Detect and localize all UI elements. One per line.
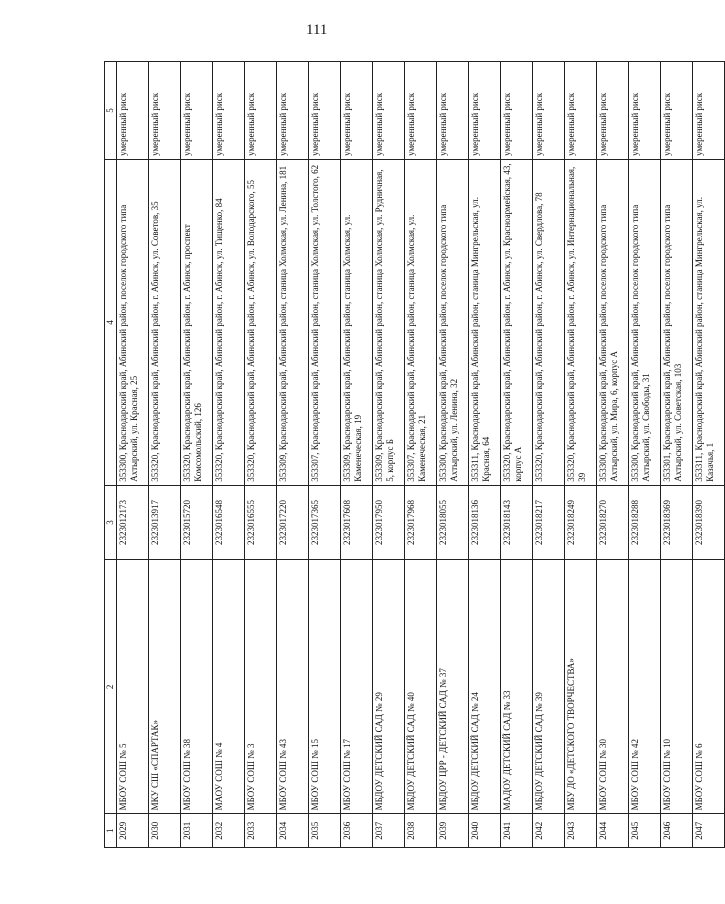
organization-name: МБОУ СОШ № 3 [245, 560, 277, 814]
organization-name: МБУ ДО «ДЕТСКОГО ТВОРЧЕСТВА» [565, 560, 597, 814]
address: 353307, Краснодарский край, Абинский район, станица Холмская, ул. Каменеческая, 21 [405, 159, 437, 485]
address: 353320, Краснодарский край, Абинский район, г. Абинск, ул. Интернациональная, 39 [565, 159, 597, 485]
organization-name: МАОУ СОШ № 4 [213, 560, 245, 814]
row-number: 2043 [565, 814, 597, 848]
inn-code: 2323017365 [309, 485, 341, 560]
address: 353311, Краснодарский край, Абинский район, станица Мингрельская, ул. Красная, 64 [469, 159, 501, 485]
registry-table [104, 61, 725, 848]
organization-name: МБОУ СОШ № 17 [341, 560, 373, 814]
inn-code: 2323018143 [501, 485, 533, 560]
risk-category: умеренный риск [469, 62, 501, 160]
risk-category: умеренный риск [117, 62, 149, 160]
risk-category: умеренный риск [213, 62, 245, 160]
organization-name: МБДОУ ЦРР - ДЕТСКИЙ САД № 37 [437, 560, 469, 814]
table-row [693, 62, 725, 848]
risk-category: умеренный риск [341, 62, 373, 160]
address: 353320, Краснодарский край, Абинский район, г. Абинск, ул. Володарского, 55 [245, 159, 277, 485]
row-number: 2031 [181, 814, 213, 848]
organization-name: МАДОУ ДЕТСКИЙ САД № 33 [501, 560, 533, 814]
row-number: 2029 [117, 814, 149, 848]
risk-category: умеренный риск [693, 62, 725, 160]
address: 353309, Краснодарский край, Абинский район, станица Холмская, ул. Каменеческая, 19 [341, 159, 373, 485]
header-col-1: 1 [105, 814, 117, 848]
address: 353309, Краснодарский край, Абинский район, станица Холмская, ул. Ленина, 181 [277, 159, 309, 485]
address: 353320, Краснодарский край, Абинский район, г. Абинск, ул. Советов, 35 [149, 159, 181, 485]
organization-name: МБДОУ ДЕТСКИЙ САД № 40 [405, 560, 437, 814]
row-number: 2041 [501, 814, 533, 848]
address: 353320, Краснодарский край, Абинский район, г. Абинск, ул. Красноармейская, 43, корпус А [501, 159, 533, 485]
table-row [309, 62, 341, 848]
risk-category: умеренный риск [405, 62, 437, 160]
inn-code: 2323018390 [693, 485, 725, 560]
inn-code: 2323015720 [181, 485, 213, 560]
organization-name: МБОУ СОШ № 43 [277, 560, 309, 814]
table-row [469, 62, 501, 848]
inn-code: 2323017608 [341, 485, 373, 560]
address: 353301, Краснодарский край, Абинский район, поселок городского типа Ахтырский, ул. Советская, 103 [661, 159, 693, 485]
row-number: 2033 [245, 814, 277, 848]
table-row [405, 62, 437, 848]
inn-code: 2323018369 [661, 485, 693, 560]
header-col-2: 2 [105, 560, 117, 814]
organization-name: МБОУ СОШ № 10 [661, 560, 693, 814]
inn-code: 2323017950 [373, 485, 405, 560]
address: 353320, Краснодарский край, Абинский район, г. Абинск, ул. Тищенко, 84 [213, 159, 245, 485]
row-number: 2044 [597, 814, 629, 848]
table-row [565, 62, 597, 848]
inn-code: 2323018136 [469, 485, 501, 560]
inn-code: 2323016548 [213, 485, 245, 560]
row-number: 2035 [309, 814, 341, 848]
inn-code: 2323018249 [565, 485, 597, 560]
row-number: 2046 [661, 814, 693, 848]
organization-name: МБДОУ ДЕТСКИЙ САД № 39 [533, 560, 565, 814]
page-number: 111 [306, 22, 328, 38]
address: 353300, Краснодарский край, Абинский район, поселок городского типа Ахтырский, ул. Ленина, 32 [437, 159, 469, 485]
address: 353300, Краснодарский край, Абинский район, поселок городского типа Ахтырский, ул. Свободы, 31 [629, 159, 661, 485]
organization-name: МБОУ СОШ № 38 [181, 560, 213, 814]
table-row [181, 62, 213, 848]
risk-category: умеренный риск [501, 62, 533, 160]
organization-name: МБОУ СОШ № 6 [693, 560, 725, 814]
row-number: 2040 [469, 814, 501, 848]
organization-name: МБДОУ ДЕТСКИЙ САД № 29 [373, 560, 405, 814]
address: 353311, Краснодарский край, Абинский район, станица Мингрельская, ул. Казачья, 1 [693, 159, 725, 485]
risk-category: умеренный риск [629, 62, 661, 160]
row-number: 2039 [437, 814, 469, 848]
header-col-5: 5 [105, 62, 117, 160]
risk-category: умеренный риск [245, 62, 277, 160]
header-col-3: 3 [105, 485, 117, 560]
organization-name: МБОУ СОШ № 15 [309, 560, 341, 814]
row-number: 2032 [213, 814, 245, 848]
table-row [597, 62, 629, 848]
risk-category: умеренный риск [661, 62, 693, 160]
address: 353300, Краснодарский край, Абинский район, поселок городского типа Ахтырский, ул. Мира, 6, корпус А [597, 159, 629, 485]
inn-code: 2323018217 [533, 485, 565, 560]
table-row [149, 62, 181, 848]
organization-name: МБОУ СОШ № 30 [597, 560, 629, 814]
risk-category: умеренный риск [373, 62, 405, 160]
inn-code: 2323013917 [149, 485, 181, 560]
table-row [117, 62, 149, 848]
risk-category: умеренный риск [181, 62, 213, 160]
risk-category: умеренный риск [309, 62, 341, 160]
table-row [213, 62, 245, 848]
inn-code: 2323017968 [405, 485, 437, 560]
address: 353309, Краснодарский край, Абинский район, станица Холмская, ул. Рудничная, 5, корпус Б [373, 159, 405, 485]
inn-code: 2323018270 [597, 485, 629, 560]
table-row [501, 62, 533, 848]
address: 353307, Краснодарский край, Абинский район, станица Холмская, ул. Толстого, 62 [309, 159, 341, 485]
organization-name: МБОУ СОШ № 5 [117, 560, 149, 814]
risk-category: умеренный риск [533, 62, 565, 160]
inn-code: 2323016555 [245, 485, 277, 560]
inn-code: 2323018288 [629, 485, 661, 560]
row-number: 2030 [149, 814, 181, 848]
table-row [533, 62, 565, 848]
inn-code: 2323012173 [117, 485, 149, 560]
row-number: 2034 [277, 814, 309, 848]
row-number: 2042 [533, 814, 565, 848]
table-row [341, 62, 373, 848]
row-number: 2038 [405, 814, 437, 848]
organization-name: МБДОУ ДЕТСКИЙ САД № 24 [469, 560, 501, 814]
row-number: 2045 [629, 814, 661, 848]
row-number: 2036 [341, 814, 373, 848]
organization-name: МБОУ СОШ № 42 [629, 560, 661, 814]
header-col-4: 4 [105, 159, 117, 485]
rotated-table-container [104, 61, 715, 848]
inn-code: 2323017220 [277, 485, 309, 560]
row-number: 2037 [373, 814, 405, 848]
organization-name: МКУ СШ «СПАРТАК» [149, 560, 181, 814]
address: 353320, Краснодарский край, Абинский район, г. Абинск, ул. Свердлова, 78 [533, 159, 565, 485]
risk-category: умеренный риск [597, 62, 629, 160]
table-row [629, 62, 661, 848]
inn-code: 2323018055 [437, 485, 469, 560]
risk-category: умеренный риск [565, 62, 597, 160]
table-header-row [105, 62, 117, 848]
table-row [437, 62, 469, 848]
table-row [277, 62, 309, 848]
address: 353320, Краснодарский край, Абинский район, г. Абинск, проспект Комсомольский, 126 [181, 159, 213, 485]
table-row [373, 62, 405, 848]
row-number: 2047 [693, 814, 725, 848]
risk-category: умеренный риск [437, 62, 469, 160]
risk-category: умеренный риск [277, 62, 309, 160]
table-row [661, 62, 693, 848]
table-row [245, 62, 277, 848]
risk-category: умеренный риск [149, 62, 181, 160]
address: 353300, Краснодарский край, Абинский район, поселок городского типа Ахтырский, ул. Красная, 25 [117, 159, 149, 485]
